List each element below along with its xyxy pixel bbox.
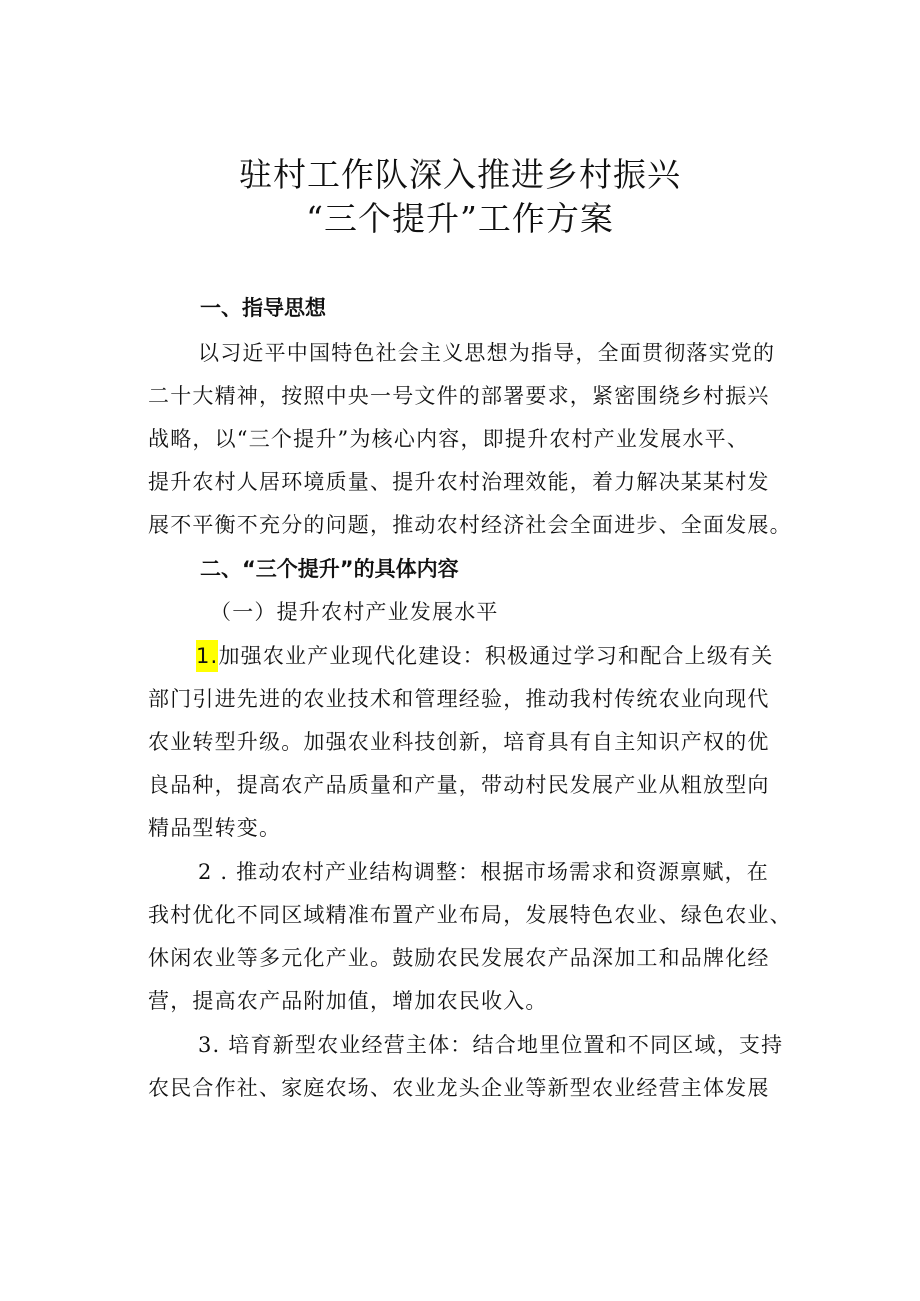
item1-line-text: 加强农业产业现代化建设：积极通过学习和配合上级有关 <box>218 644 774 668</box>
item2-line: 2 . 推动农村产业结构调整：根据市场需求和资源禀赋，在 <box>198 860 769 884</box>
item1-line: 良品种，提高农产品质量和产量，带动村民发展产业从粗放型向 <box>148 773 770 797</box>
item3-line: 农民合作社、家庭农场、农业龙头企业等新型农业经营主体发展 <box>148 1076 770 1100</box>
section1-line: 展不平衡不充分的问题，推动农村经济社会全面进步、全面发展。 <box>148 513 792 537</box>
document-title-line2: “三个提升”工作方案 <box>306 199 614 238</box>
section1-line: 以习近平中国特色社会主义思想为指导，全面贯彻落实党的 <box>198 341 776 365</box>
section2-subheading: （一）提升农村产业发展水平 <box>210 600 499 624</box>
section1-heading: 一、指导思想 <box>200 296 326 320</box>
item2-line: 休闲农业等多元化产业。鼓励农民发展农产品深加工和品牌化经 <box>148 946 770 970</box>
item3-line: 3. 培育新型农业经营主体：结合地里位置和不同区域，支持 <box>198 1033 784 1057</box>
item1-line: 精品型转变。 <box>148 816 282 840</box>
section1-line: 二十大精神，按照中央一号文件的部署要求，紧密围绕乡村振兴 <box>148 384 770 408</box>
section1-line: 提升农村人居环境质量、提升农村治理效能，着力解决某某村发 <box>148 470 770 494</box>
item1-line: 部门引进先进的农业技术和管理经验，推动我村传统农业向现代 <box>148 687 770 711</box>
item2-line: 营，提高农产品附加值，增加农民收入。 <box>148 989 548 1013</box>
section2-heading: 二、“三个提升”的具体内容 <box>200 557 459 581</box>
item1-line: 农业转型升级。加强农业科技创新，培育具有自主知识产权的优 <box>148 730 770 754</box>
document-title-line1: 驻村工作队深入推进乡村振兴 <box>239 155 681 194</box>
highlighted-number: 1. <box>196 640 218 672</box>
item1-first-line <box>196 641 773 671</box>
section1-line: 战略，以“三个提升”为核心内容，即提升农村产业发展水平、 <box>148 427 750 451</box>
item2-line: 我村优化不同区域精准布置产业布局，发展特色农业、绿色农业、 <box>148 903 792 927</box>
